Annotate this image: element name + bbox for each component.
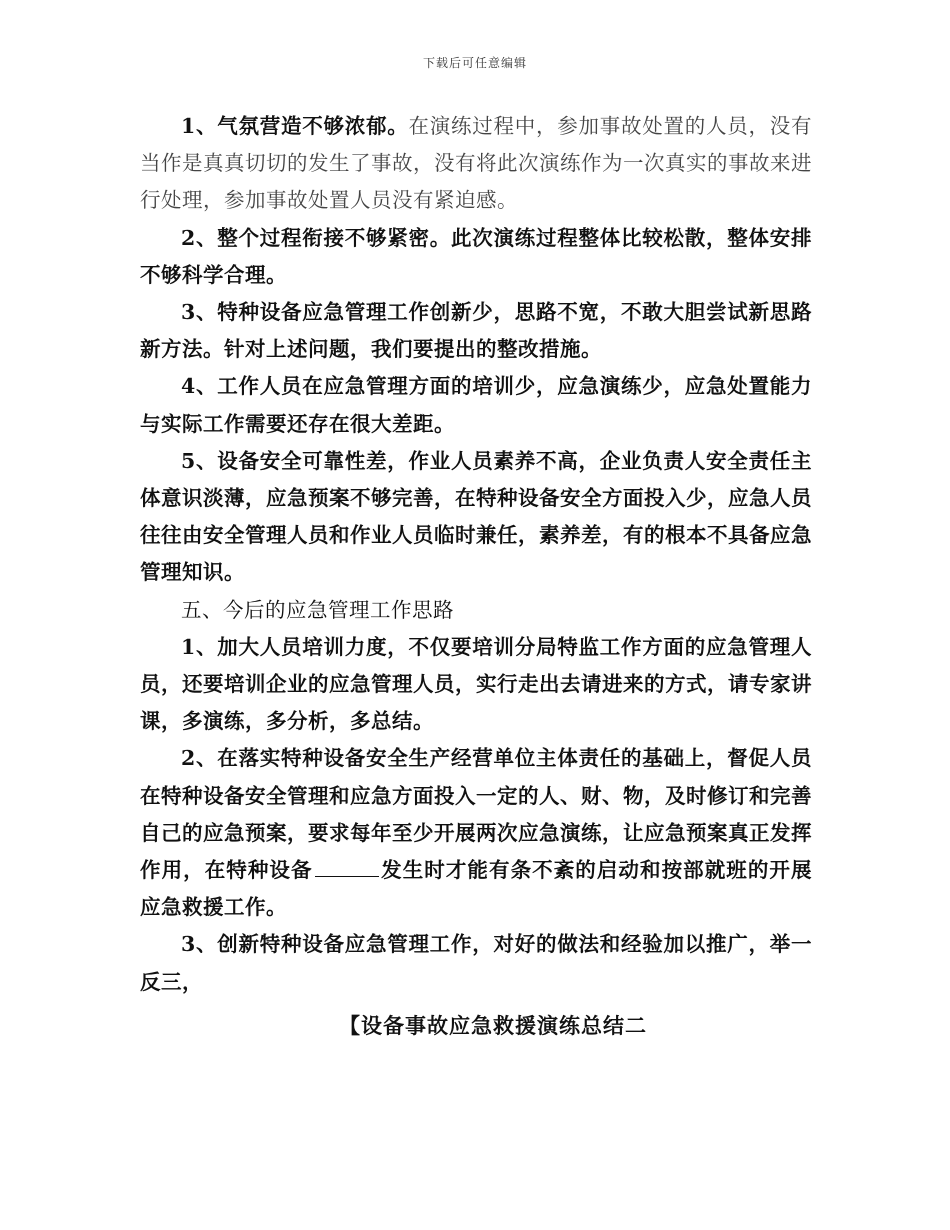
paragraph-3: 3、特种设备应急管理工作创新少，思路不宽，不敢大胆尝试新思路新方法。针对上述问题，我们要提出的整改措施。: [140, 300, 812, 362]
paragraph-5: 5、设备安全可靠性差，作业人员素养不高，企业负责人安全责任主体意识淡薄，应急预案不够完善，在特种设备安全方面投入少，应急人员往往由安全管理人员和作业人员临时兼任，素养差，有的根本不具备应急管理知识。: [140, 448, 812, 585]
section-heading-five: 五、今后的应急管理工作思路: [181, 597, 454, 622]
page-header-note: 下载后可任意编辑: [422, 56, 527, 70]
paragraph-1-text: 在演练过程中，参加事故处置的人员，没有当作是真真切切的发生了事故，没有将此次演练作为一次真实的事故来进行处理，参加事故处置人员没有紧迫感。: [140, 114, 813, 213]
paragraph-1: [140, 108, 812, 220]
paragraph-7: 1、加大人员培训力度，不仅要培训分局特监工作方面的应急管理人员，还要培训企业的应急管理人员，实行走出去请进来的方式，请专家讲课，多演练，多分析，多总结。: [140, 634, 812, 734]
paragraph-2: 2、整个过程衔接不够紧密。此次演练过程整体比较松散，整体安排不够科学合理。: [140, 225, 812, 287]
document-body: [140, 108, 812, 1001]
paragraph-1-lead: 1、气氛营造不够浓郁。: [181, 114, 409, 138]
paragraph-8-text-after: 发生时才能有条不紊的启动和按部就班的开展应急救援工作。: [140, 858, 813, 920]
paragraph-4: 4、工作人员在应急管理方面的培训少，应急演练少，应急处置能力与实际工作需要还存在很大差距。: [140, 374, 812, 436]
paragraph-8-text-before: 2、在落实特种设备安全生产经营单位主体责任的基础上，督促人员在特种设备安全管理和应急方面投入一定的人、财、物，及时修订和完善自己的应急预案，要求每年至少开展两次应急演练，让应急预案真正发挥作用，在特种设备: [140, 746, 812, 883]
paragraph-8: [140, 740, 812, 926]
section-title: 【设备事故应急救援演练总结二: [339, 1013, 647, 1038]
paragraph-9: 3、创新特种设备应急管理工作，对好的做法和经验加以推广，举一反三，: [140, 932, 812, 994]
fill-in-blank: [315, 875, 379, 877]
